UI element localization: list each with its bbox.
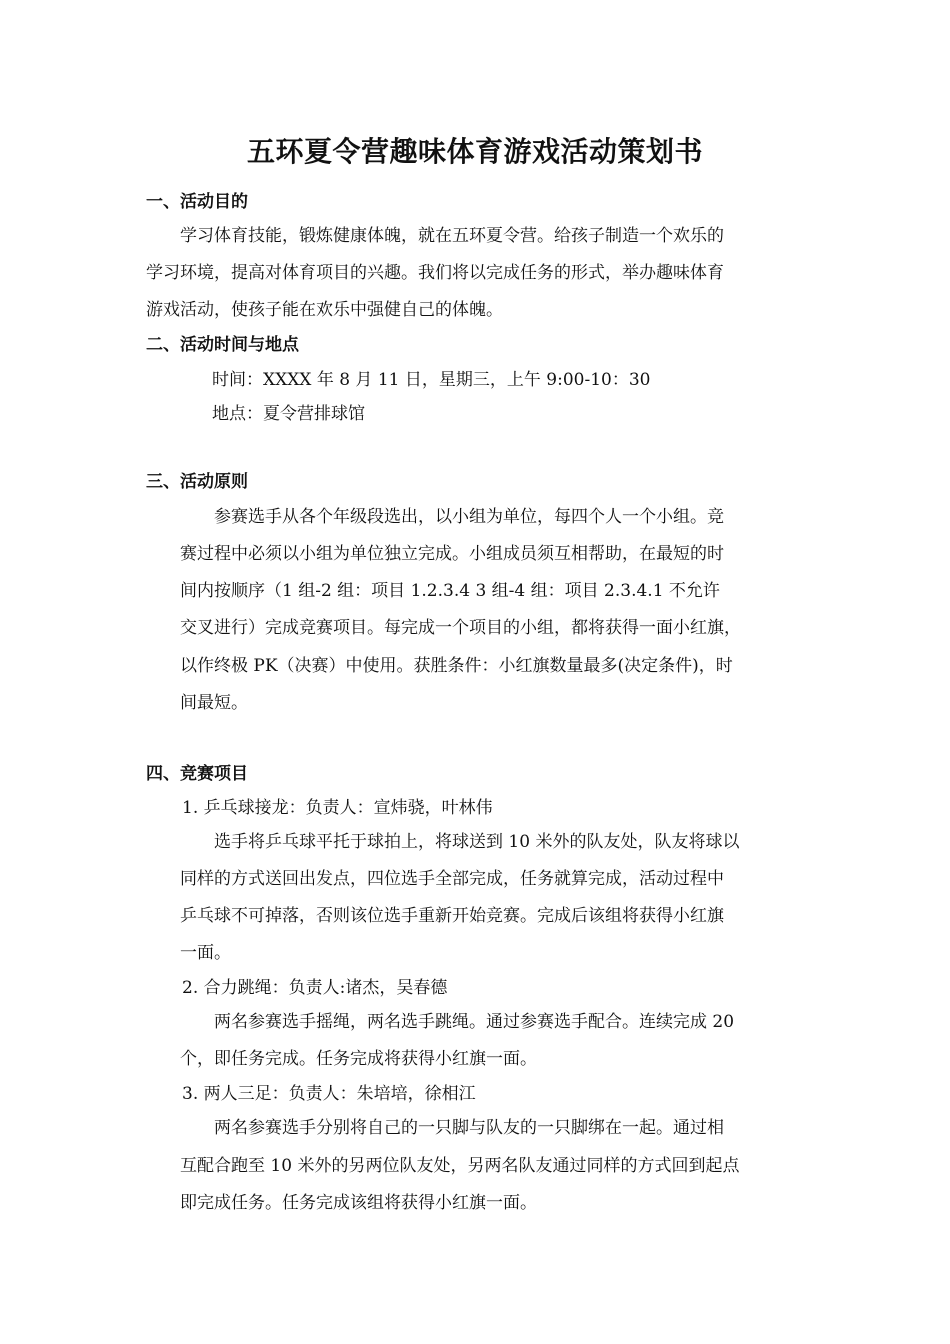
- event-item-title: 3. 两人三足：负责人：朱培培，徐相江: [182, 1084, 476, 1104]
- section-heading-events: 四、竞赛项目: [146, 764, 248, 784]
- paragraph-line: 以作终极 PK（决赛）中使用。获胜条件：小红旗数量最多(决定条件)，时: [180, 656, 733, 676]
- paragraph-line: 两名参赛选手摇绳，两名选手跳绳。通过参赛选手配合。连续完成 20: [214, 1012, 735, 1032]
- paragraph-line: 学习体育技能，锻炼健康体魄，就在五环夏令营。给孩子制造一个欢乐的: [180, 226, 724, 246]
- paragraph-line: 间最短。: [180, 693, 248, 713]
- paragraph-line: 互配合跑至 10 米外的另两位队友处，另两名队友通过同样的方式回到起点: [180, 1156, 740, 1176]
- paragraph-line: 同样的方式送回出发点，四位选手全部完成，任务就算完成，活动过程中: [180, 869, 724, 889]
- paragraph-line: 两名参赛选手分别将自己的一只脚与队友的一只脚绑在一起。通过相: [214, 1118, 724, 1138]
- paragraph-line: 游戏活动，使孩子能在欢乐中强健自己的体魄。: [146, 300, 503, 320]
- paragraph-line: 个，即任务完成。任务完成将获得小红旗一面。: [180, 1049, 537, 1069]
- section-heading-purpose: 一、活动目的: [146, 192, 248, 212]
- paragraph-line: 乒乓球不可掉落，否则该位选手重新开始竞赛。完成后该组将获得小红旗: [180, 906, 724, 926]
- event-time: 时间：XXXX 年 8 月 11 日，星期三，上午 9:00-10：30: [212, 370, 651, 390]
- paragraph-line: 交叉进行）完成竞赛项目。每完成一个项目的小组，都将获得一面小红旗，: [180, 618, 741, 638]
- paragraph-line: 学习环境，提高对体育项目的兴趣。我们将以完成任务的形式，举办趣味体育: [146, 263, 724, 283]
- event-item-title: 2. 合力跳绳：负责人:诸杰，吴春德: [182, 978, 448, 998]
- paragraph-line: 间内按顺序（1 组-2 组：项目 1.2.3.4 3 组-4 组：项目 2.3.4.1 不允许: [180, 581, 720, 601]
- event-item-title: 1. 乒乓球接龙：负责人：宣炜骁，叶林伟: [182, 798, 493, 818]
- paragraph-line: 选手将乒乓球平托于球拍上，将球送到 10 米外的队友处，队友将球以: [214, 832, 740, 852]
- paragraph-line: 即完成任务。任务完成该组将获得小红旗一面。: [180, 1193, 537, 1213]
- paragraph-line: 赛过程中必须以小组为单位独立完成。小组成员须互相帮助，在最短的时: [180, 544, 724, 564]
- paragraph-line: 一面。: [180, 943, 231, 963]
- paragraph-line: 参赛选手从各个年级段选出，以小组为单位，每四个人一个小组。竞: [214, 507, 724, 527]
- section-heading-principles: 三、活动原则: [146, 472, 248, 492]
- document-title: 五环夏令营趣味体育游戏活动策划书: [246, 135, 703, 168]
- event-place: 地点：夏令营排球馆: [212, 404, 365, 424]
- section-heading-time-place: 二、活动时间与地点: [146, 335, 299, 355]
